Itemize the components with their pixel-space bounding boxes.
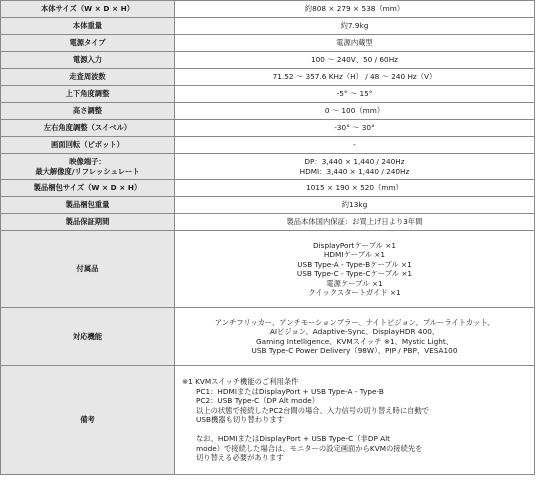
spec-label-notes: 備考 — [1, 366, 175, 475]
accessory-item: USB Type-A - Type-Bケーブル ×1 — [297, 259, 412, 269]
table-row — [1, 214, 535, 231]
feature-line: USB Type-C Power Delivery（98W）、PIP / PBP、VESA100 — [251, 346, 458, 355]
spec-value-warranty: 製品本体国内保証：お買上げ日より3年間 — [175, 214, 535, 231]
spec-value-package-size: 1015 × 190 × 520（mm） — [175, 180, 535, 197]
video-label-line: 最大解像度/リフレッシュレート — [35, 166, 140, 176]
video-label-line: 映像端子： — [69, 157, 106, 166]
note-line: USB機器も切り替わります — [196, 415, 284, 425]
feature-line: AIビジョン、Adaptive-Sync、DisplayHDR 400、 — [269, 327, 440, 336]
spec-label-height: 高さ調整 — [1, 103, 175, 120]
spec-label-pivot: 画面回転（ピボット） — [1, 137, 175, 154]
feature-line: アンチフリッカー、アンチモーションブラー、ナイトビジョン、ブルーライトカット、 — [214, 317, 495, 327]
table-row — [1, 197, 535, 214]
note-line: 以上の状態で接続したPC2台間の場合、入力信号の切り替え時に自動で — [196, 405, 430, 415]
spec-label-package-size: 製品梱包サイズ（W × D × H） — [1, 180, 175, 197]
spec-value-accessories — [175, 231, 535, 308]
note-line — [182, 425, 531, 435]
table-row — [1, 103, 535, 120]
video-line: DP：3,440 × 1,440 / 240Hz — [304, 157, 405, 166]
accessory-item: HDMIケーブル ×1 — [323, 250, 386, 259]
spec-label-size: 本体サイズ（W × D × H） — [1, 1, 175, 18]
table-row — [1, 52, 535, 69]
spec-label-tilt: 上下角度調整 — [1, 86, 175, 103]
spec-label-features: 対応機能 — [1, 308, 175, 366]
spec-label-video — [1, 154, 175, 180]
spec-label-warranty: 製品保証期間 — [1, 214, 175, 231]
table-row — [1, 18, 535, 35]
spec-value-tilt: -5° ～ 15° — [175, 86, 535, 103]
table-row — [1, 1, 535, 18]
spec-value-notes — [175, 366, 535, 475]
spec-value-features — [175, 308, 535, 366]
spec-value-package-weight: 約13kg — [175, 197, 535, 214]
spec-value-swivel: -30° ～ 30° — [175, 120, 535, 137]
spec-value-video — [175, 154, 535, 180]
spec-label-power-type: 電源タイプ — [1, 35, 175, 52]
accessory-item: 電源ケーブル ×1 — [326, 278, 383, 288]
note-line: なお、HDMIまたはDisplayPort + USB Type-C（非DP Alt — [196, 434, 391, 444]
note-line: 切り替える必要があります — [196, 453, 284, 463]
spec-label-power-input: 電源入力 — [1, 52, 175, 69]
table-row — [1, 366, 535, 475]
note-line: PC2：USB Type-C（DP Alt mode） — [196, 396, 320, 406]
table-row — [1, 120, 535, 137]
spec-value-pivot: - — [175, 137, 535, 154]
note-line: mode）で接続した場合は、モニターの設定画面からKVMの接続先を — [196, 443, 423, 453]
table-row — [1, 308, 535, 366]
note-line: PC1：HDMIまたはDisplayPort + USB Type-A - Type-B — [196, 386, 384, 396]
accessory-item: DisplayPortケーブル ×1 — [313, 240, 396, 250]
table-row — [1, 180, 535, 197]
spec-value-power-input: 100 ～ 240V、50 / 60Hz — [175, 52, 535, 69]
table-row — [1, 86, 535, 103]
spec-value-weight: 約7.9kg — [175, 18, 535, 35]
spec-value-frequency: 71.52 ～ 357.6 KHz（H） / 48 ～ 240 Hz（V） — [175, 69, 535, 86]
accessory-item: クイックスタートガイド ×1 — [308, 288, 401, 297]
spec-label-swivel: 左右角度調整（スイベル） — [1, 120, 175, 137]
spec-label-package-weight: 製品梱包重量 — [1, 197, 175, 214]
accessory-item: USB Type-C - Type-Cケーブル ×1 — [296, 269, 413, 278]
table-row — [1, 154, 535, 180]
table-row — [1, 35, 535, 52]
spec-label-accessories: 付属品 — [1, 231, 175, 308]
spec-value-height: 0 ～ 100（mm） — [175, 103, 535, 120]
table-row — [1, 231, 535, 308]
video-line: HDMI：3,440 × 1,440 / 240Hz — [299, 166, 410, 176]
table-row — [1, 137, 535, 154]
spec-label-weight: 本体重量 — [1, 18, 175, 35]
spec-value-size: 約808 × 279 × 538（mm） — [175, 1, 535, 18]
spec-label-frequency: 走査周波数 — [1, 69, 175, 86]
note-line: ※1 KVMスイッチ機能のご利用条件 — [182, 377, 299, 387]
table-row — [1, 69, 535, 86]
feature-line: Gaming Intelligence、KVMスイッチ ※1、Mystic Light、 — [255, 336, 454, 346]
spec-value-power-type: 電源内蔵型 — [175, 35, 535, 52]
